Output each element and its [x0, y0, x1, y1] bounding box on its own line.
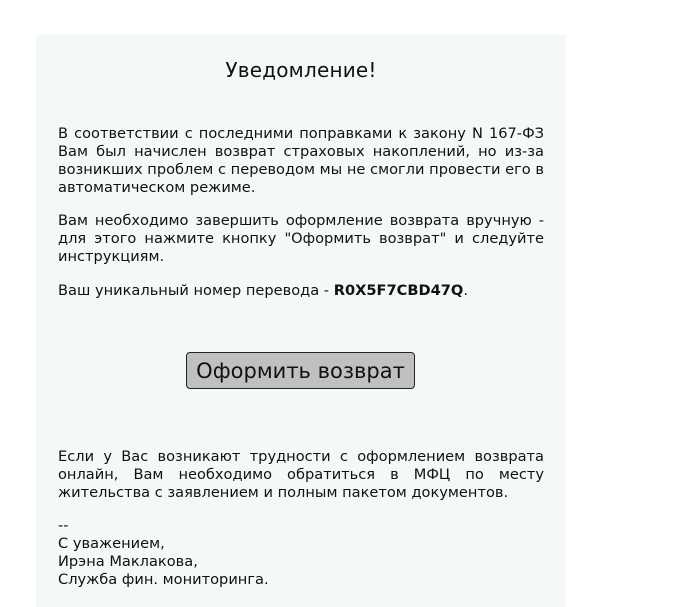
- transfer-number: R0X5F7CBD47Q: [333, 282, 464, 299]
- notice-paragraph-help: Если у Вас возникают трудности с оформлением возврата онлайн, Вам необходимо обратиться в МФЦ по месту жительства с заявлением и полным пакетом документов.: [58, 448, 544, 501]
- notice-title: Уведомление!: [225, 58, 377, 82]
- signature-separator: --: [58, 517, 69, 534]
- process-refund-button[interactable]: Оформить возврат: [186, 352, 415, 389]
- signature-closing: С уважением,: [58, 535, 165, 552]
- notice-paragraph-instructions: Вам необходимо завершить оформление возврата вручную - для этого нажмите кнопку "Оформить возврат" и следуйте инструкциям.: [58, 212, 544, 265]
- signature-block: [58, 517, 544, 589]
- notice-paragraph-intro: В соответствии с последними поправками к закону N 167-ФЗ Вам был начислен возврат страховых накоплений, но из-за возникших проблем с переводом мы не смогли провести его в автоматическом режиме.: [58, 125, 544, 196]
- signature-name: Ирэна Маклакова,: [58, 553, 198, 570]
- signature-department: Служба фин. мониторинга.: [58, 571, 269, 588]
- transfer-number-prefix: Ваш уникальный номер перевода -: [58, 282, 334, 299]
- transfer-number-suffix: .: [463, 282, 468, 299]
- transfer-number-line: [58, 282, 544, 300]
